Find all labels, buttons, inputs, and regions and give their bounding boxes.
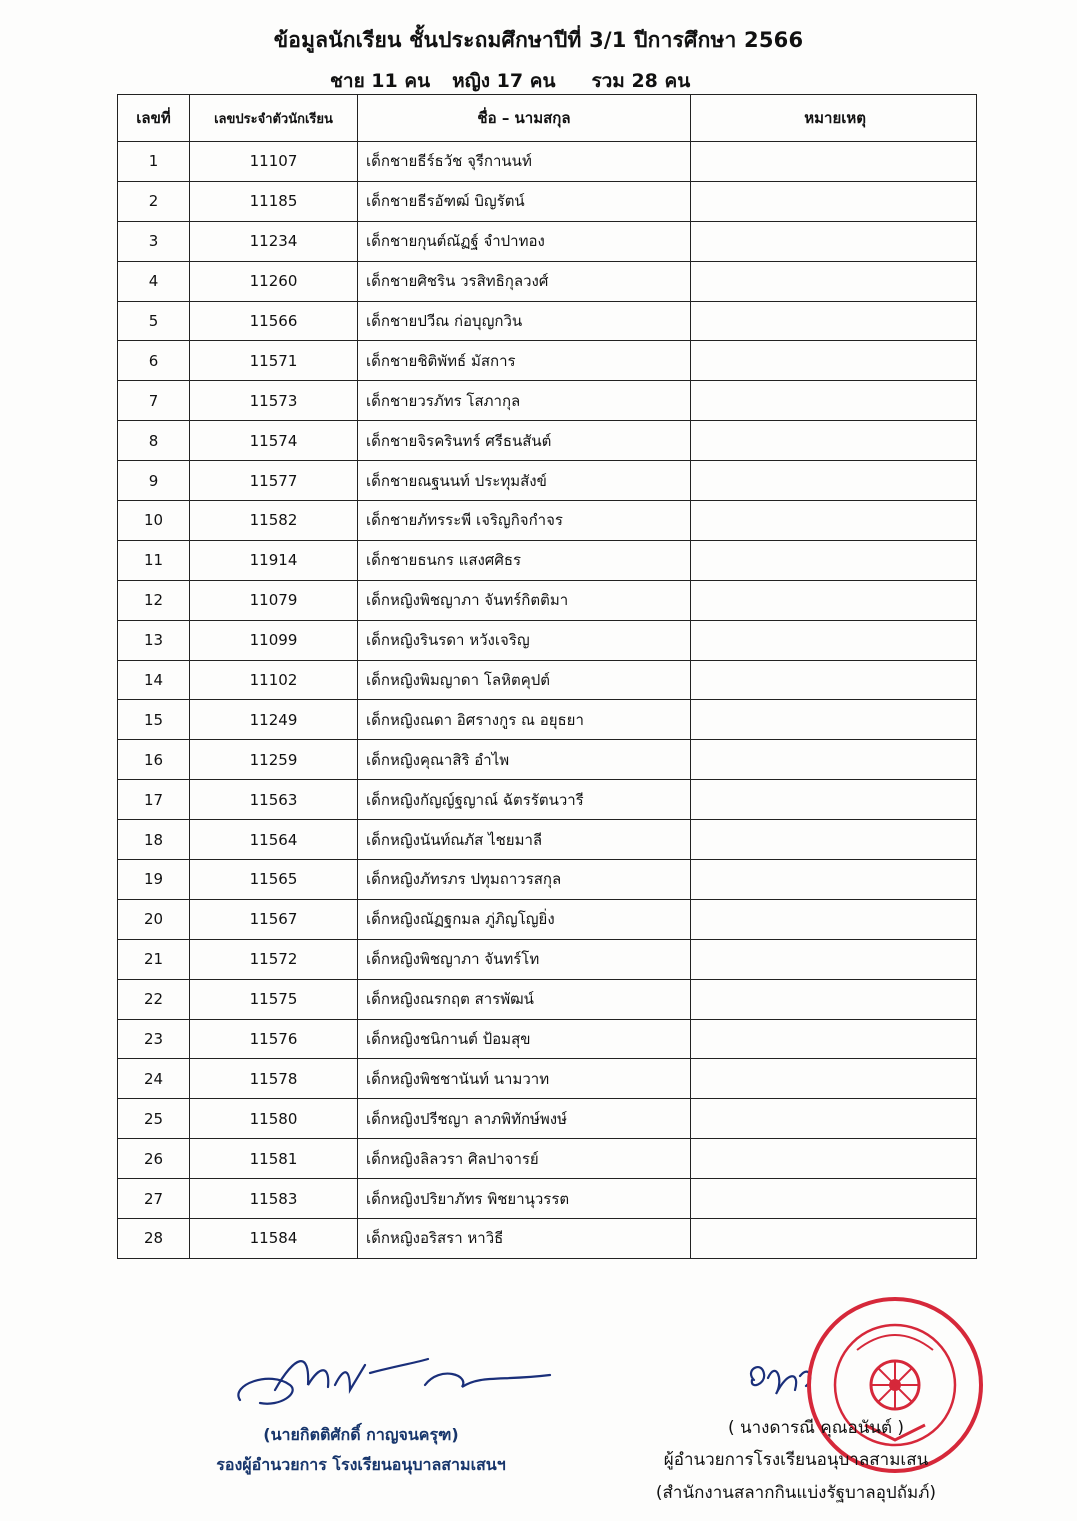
table-row <box>118 820 977 860</box>
table-row <box>118 1219 977 1259</box>
row-number: 4 <box>118 261 190 301</box>
row-number: 16 <box>118 740 190 780</box>
student-id: 11577 <box>190 461 358 501</box>
table-row <box>118 501 977 541</box>
table-row <box>118 421 977 461</box>
student-id: 11107 <box>190 142 358 182</box>
director-name: ( นางดารณี คุณอนันต์ ) <box>727 1418 905 1438</box>
student-id: 11576 <box>190 1019 358 1059</box>
student-name: เด็กหญิงณรกฤต สารพัฒน์ <box>358 979 691 1019</box>
table-row <box>118 341 977 381</box>
table-row <box>118 142 977 182</box>
boys-count: ชาย 11 คน <box>330 70 431 92</box>
student-id: 11565 <box>190 860 358 900</box>
student-id: 11249 <box>190 700 358 740</box>
table-row <box>118 461 977 501</box>
row-number: 27 <box>118 1179 190 1219</box>
table-row <box>118 700 977 740</box>
row-number: 20 <box>118 899 190 939</box>
deputy-director-position: รองผู้อำนวยการ โรงเรียนอนุบาลสามเสนฯ <box>216 1455 506 1475</box>
column-header-remark: หมายเหตุ <box>691 95 977 142</box>
row-number: 10 <box>118 501 190 541</box>
row-number: 28 <box>118 1219 190 1259</box>
row-number: 14 <box>118 660 190 700</box>
student-id: 11584 <box>190 1219 358 1259</box>
row-number: 13 <box>118 620 190 660</box>
girls-count: หญิง 17 คน <box>452 70 556 92</box>
signature-block-director <box>626 1412 966 1509</box>
student-name: เด็กชายธีร์ธวัช จุรีกานนท์ <box>358 142 691 182</box>
student-id: 11259 <box>190 740 358 780</box>
row-number: 2 <box>118 181 190 221</box>
student-roster-table <box>117 94 977 1259</box>
remark <box>691 1139 977 1179</box>
remark <box>691 620 977 660</box>
row-number: 11 <box>118 540 190 580</box>
row-number: 25 <box>118 1099 190 1139</box>
table-row <box>118 660 977 700</box>
page-title: ข้อมูลนักเรียน ชั้นประถมศึกษาปีที่ 3/1 ปีการศึกษา 2566 <box>273 28 804 52</box>
deputy-director-name: (นายกิตติศักดิ์ กาญจนครุฑ) <box>263 1425 459 1444</box>
row-number: 12 <box>118 580 190 620</box>
remark <box>691 381 977 421</box>
student-name: เด็กชายณฐนนท์ ประทุมสังข์ <box>358 461 691 501</box>
student-id: 11564 <box>190 820 358 860</box>
row-number: 19 <box>118 860 190 900</box>
student-name: เด็กชายธีรอัฑฒ์ บิญรัตน์ <box>358 181 691 221</box>
row-number: 7 <box>118 381 190 421</box>
table-row <box>118 221 977 261</box>
remark <box>691 700 977 740</box>
student-name: เด็กหญิงณัฏฐกมล ภู่ภิญโญยิ่ง <box>358 899 691 939</box>
table-row <box>118 261 977 301</box>
student-name: เด็กหญิงชนิกานต์ ป้อมสุข <box>358 1019 691 1059</box>
table-row <box>118 181 977 221</box>
student-name: เด็กหญิงปริยาภัทร พิชยานุวรรต <box>358 1179 691 1219</box>
remark <box>691 1179 977 1219</box>
student-name: เด็กหญิงลิลวรา ศิลปาจารย์ <box>358 1139 691 1179</box>
table-row <box>118 1019 977 1059</box>
student-name: เด็กหญิงปรีชญา ลาภพิทักษ์พงษ์ <box>358 1099 691 1139</box>
table-row <box>118 540 977 580</box>
row-number: 5 <box>118 301 190 341</box>
column-header-name: ชื่อ – นามสกุล <box>358 95 691 142</box>
handwritten-signature-left <box>200 1345 560 1415</box>
student-id: 11574 <box>190 421 358 461</box>
table-row <box>118 740 977 780</box>
row-number: 21 <box>118 939 190 979</box>
student-id: 11099 <box>190 620 358 660</box>
student-id: 11572 <box>190 939 358 979</box>
student-id: 11234 <box>190 221 358 261</box>
remark <box>691 221 977 261</box>
student-name: เด็กชายธนกร แสงศศิธร <box>358 540 691 580</box>
table-row <box>118 1099 977 1139</box>
remark <box>691 740 977 780</box>
table-row <box>118 1179 977 1219</box>
remark <box>691 461 977 501</box>
student-name: เด็กชายวรภัทร โสภากุล <box>358 381 691 421</box>
student-id: 11185 <box>190 181 358 221</box>
table-row <box>118 301 977 341</box>
student-name: เด็กหญิงพิชญาภา จันทร์กิตติมา <box>358 580 691 620</box>
student-name: เด็กชายชิติพัทธ์ มัสการ <box>358 341 691 381</box>
student-id: 11914 <box>190 540 358 580</box>
row-number: 22 <box>118 979 190 1019</box>
remark <box>691 979 977 1019</box>
row-number: 23 <box>118 1019 190 1059</box>
row-number: 1 <box>118 142 190 182</box>
remark <box>691 1059 977 1099</box>
column-header-student-id: เลขประจำตัวนักเรียน <box>190 95 358 142</box>
student-name: เด็กชายกุนต์ณัฏฐ์ จำปาทอง <box>358 221 691 261</box>
row-number: 9 <box>118 461 190 501</box>
student-id: 11567 <box>190 899 358 939</box>
table-row <box>118 899 977 939</box>
row-number: 18 <box>118 820 190 860</box>
table-row <box>118 1059 977 1099</box>
student-name: เด็กชายปวีณ ก่อบุญกวิน <box>358 301 691 341</box>
student-id: 11582 <box>190 501 358 541</box>
table-row <box>118 381 977 421</box>
row-number: 15 <box>118 700 190 740</box>
remark <box>691 939 977 979</box>
table-row <box>118 939 977 979</box>
table-row <box>118 620 977 660</box>
row-number: 24 <box>118 1059 190 1099</box>
student-id: 11571 <box>190 341 358 381</box>
remark <box>691 580 977 620</box>
student-name: เด็กหญิงคุณาสิริ อำไพ <box>358 740 691 780</box>
remark <box>691 780 977 820</box>
student-id: 11575 <box>190 979 358 1019</box>
remark <box>691 501 977 541</box>
remark <box>691 1019 977 1059</box>
remark <box>691 1099 977 1139</box>
student-id: 11079 <box>190 580 358 620</box>
student-name: เด็กหญิงณดา อิศรางกูร ณ อยุธยา <box>358 700 691 740</box>
remark <box>691 421 977 461</box>
student-id: 11566 <box>190 301 358 341</box>
column-header-number: เลขที่ <box>118 95 190 142</box>
student-id: 11260 <box>190 261 358 301</box>
remark <box>691 181 977 221</box>
director-position: ผู้อำนวยการโรงเรียนอนุบาลสามเสน <box>663 1450 929 1471</box>
student-name: เด็กหญิงนันท์ณภัส ไชยมาลี <box>358 820 691 860</box>
student-name: เด็กหญิงพิชชานันท์ นามวาท <box>358 1059 691 1099</box>
student-name: เด็กหญิงอริสรา หาวิธี <box>358 1219 691 1259</box>
table-row <box>118 1139 977 1179</box>
remark <box>691 899 977 939</box>
student-name: เด็กชายภัทรระพี เจริญกิจกำจร <box>358 501 691 541</box>
remark <box>691 820 977 860</box>
row-number: 17 <box>118 780 190 820</box>
remark <box>691 1219 977 1259</box>
student-count-summary <box>330 66 690 96</box>
table-row <box>118 979 977 1019</box>
remark <box>691 540 977 580</box>
student-id: 11580 <box>190 1099 358 1139</box>
student-id: 11563 <box>190 780 358 820</box>
table-row <box>118 860 977 900</box>
table-row <box>118 780 977 820</box>
remark <box>691 341 977 381</box>
signature-block-deputy <box>196 1420 526 1481</box>
row-number: 8 <box>118 421 190 461</box>
table-header-row <box>118 95 977 142</box>
student-name: เด็กหญิงพิมญาดา โลหิตคุปต์ <box>358 660 691 700</box>
student-name: เด็กหญิงกัญญ์ฐญาณ์ ฉัตรรัตนวารี <box>358 780 691 820</box>
remark <box>691 860 977 900</box>
total-count: รวม 28 คน <box>591 70 691 92</box>
student-name: เด็กหญิงพิชญาภา จันทร์โท <box>358 939 691 979</box>
table-row <box>118 580 977 620</box>
remark <box>691 261 977 301</box>
row-number: 6 <box>118 341 190 381</box>
student-name: เด็กชายศิชริน วรสิทธิกุลวงศ์ <box>358 261 691 301</box>
remark <box>691 142 977 182</box>
student-name: เด็กหญิงภัทรภร ปทุมถาวรสกุล <box>358 860 691 900</box>
remark <box>691 301 977 341</box>
student-name: เด็กหญิงรินรดา หวังเจริญ <box>358 620 691 660</box>
student-name: เด็กชายจิรครินทร์ ศรีธนสันต์ <box>358 421 691 461</box>
student-id: 11102 <box>190 660 358 700</box>
row-number: 3 <box>118 221 190 261</box>
remark <box>691 660 977 700</box>
student-id: 11583 <box>190 1179 358 1219</box>
row-number: 26 <box>118 1139 190 1179</box>
student-id: 11578 <box>190 1059 358 1099</box>
student-id: 11581 <box>190 1139 358 1179</box>
student-id: 11573 <box>190 381 358 421</box>
director-affiliation: (สำนักงานสลากกินแบ่งรัฐบาลอุปถัมภ์) <box>655 1482 937 1503</box>
